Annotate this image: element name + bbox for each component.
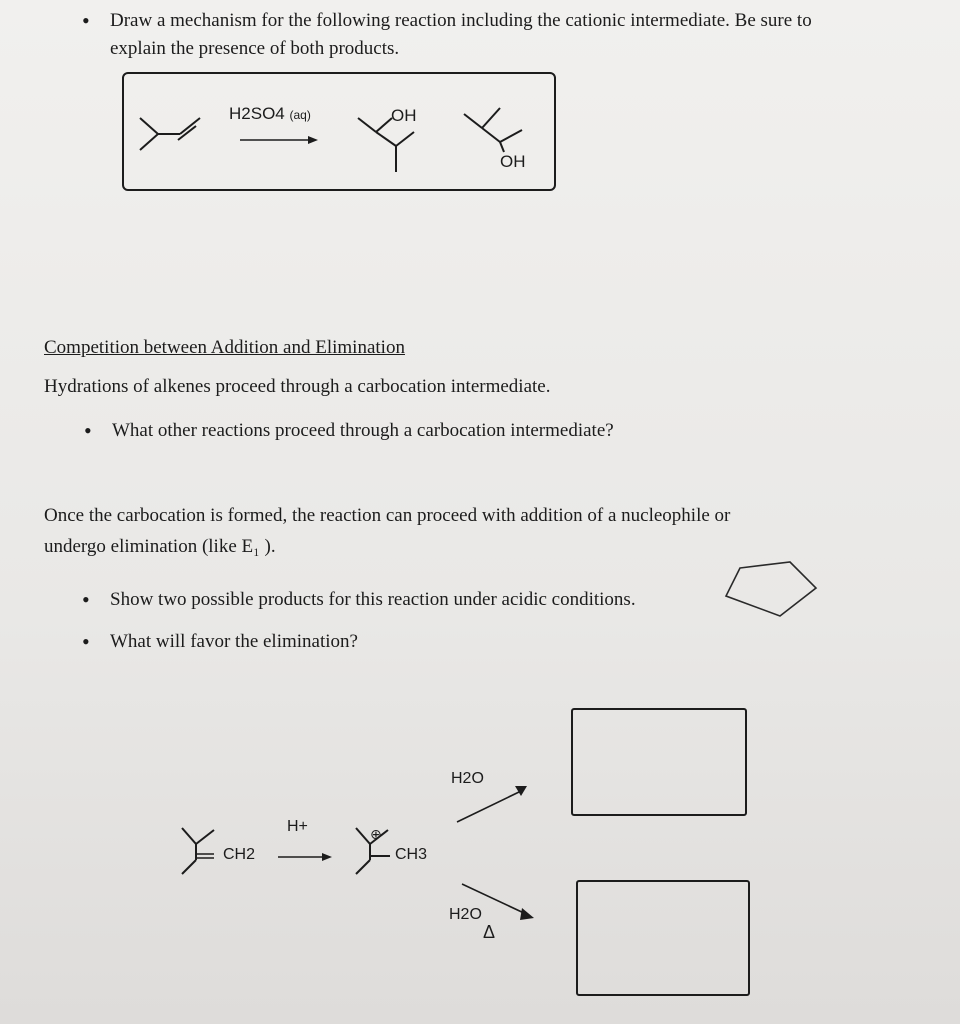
scheme2-arrow-up <box>455 782 535 830</box>
problem1-line1: • Draw a mechanism for the following reaction including the cationic intermediate. Be sure to <box>110 10 812 32</box>
section-heading: Competition between Addition and Elimination <box>44 337 405 358</box>
scheme2-acid-label: H+ <box>287 818 308 835</box>
section-intro: Hydrations of alkenes proceed through a carbocation intermediate. <box>44 376 551 397</box>
question-two-products: • Show two possible products for this reaction under acidic conditions. <box>110 589 636 611</box>
reagent-formula: H2SO4 <box>229 104 285 123</box>
reagent-h2so4 <box>229 104 311 124</box>
scheme2-positive-charge: ⊕ <box>370 826 382 842</box>
cyclopentane-sketch <box>720 560 820 620</box>
scheme2-heat-symbol: Δ <box>483 922 496 942</box>
product1-oh-label: OH <box>391 106 417 125</box>
reagent-phase: (aq) <box>289 108 311 122</box>
question-favor-elimination: • What will favor the elimination? <box>110 631 358 653</box>
question-other-reactions: • What other reactions proceed through a carbocation intermediate? <box>112 420 614 442</box>
scheme2-ch3-label: CH3 <box>395 846 428 863</box>
answer-box-elimination[interactable] <box>576 880 750 996</box>
reaction-arrow-1 <box>240 134 320 146</box>
scheme2-ch2-label: CH2 <box>223 846 256 863</box>
paragraph-line2: undergo elimination (like E₁ ). <box>44 536 276 557</box>
scheme2-arrow-acid <box>278 852 334 862</box>
answer-box-addition[interactable] <box>571 708 747 816</box>
paragraph-line1: Once the carbocation is formed, the reaction can proceed with addition of a nucleophile or <box>44 505 731 526</box>
product2-oh-label: OH <box>500 152 526 171</box>
reactant-alkene-structure <box>138 112 208 152</box>
scheme2-bottom-reagent: H2O <box>449 906 482 923</box>
scheme2-top-reagent: H2O <box>451 770 484 787</box>
problem1-line2: explain the presence of both products. <box>110 38 400 59</box>
